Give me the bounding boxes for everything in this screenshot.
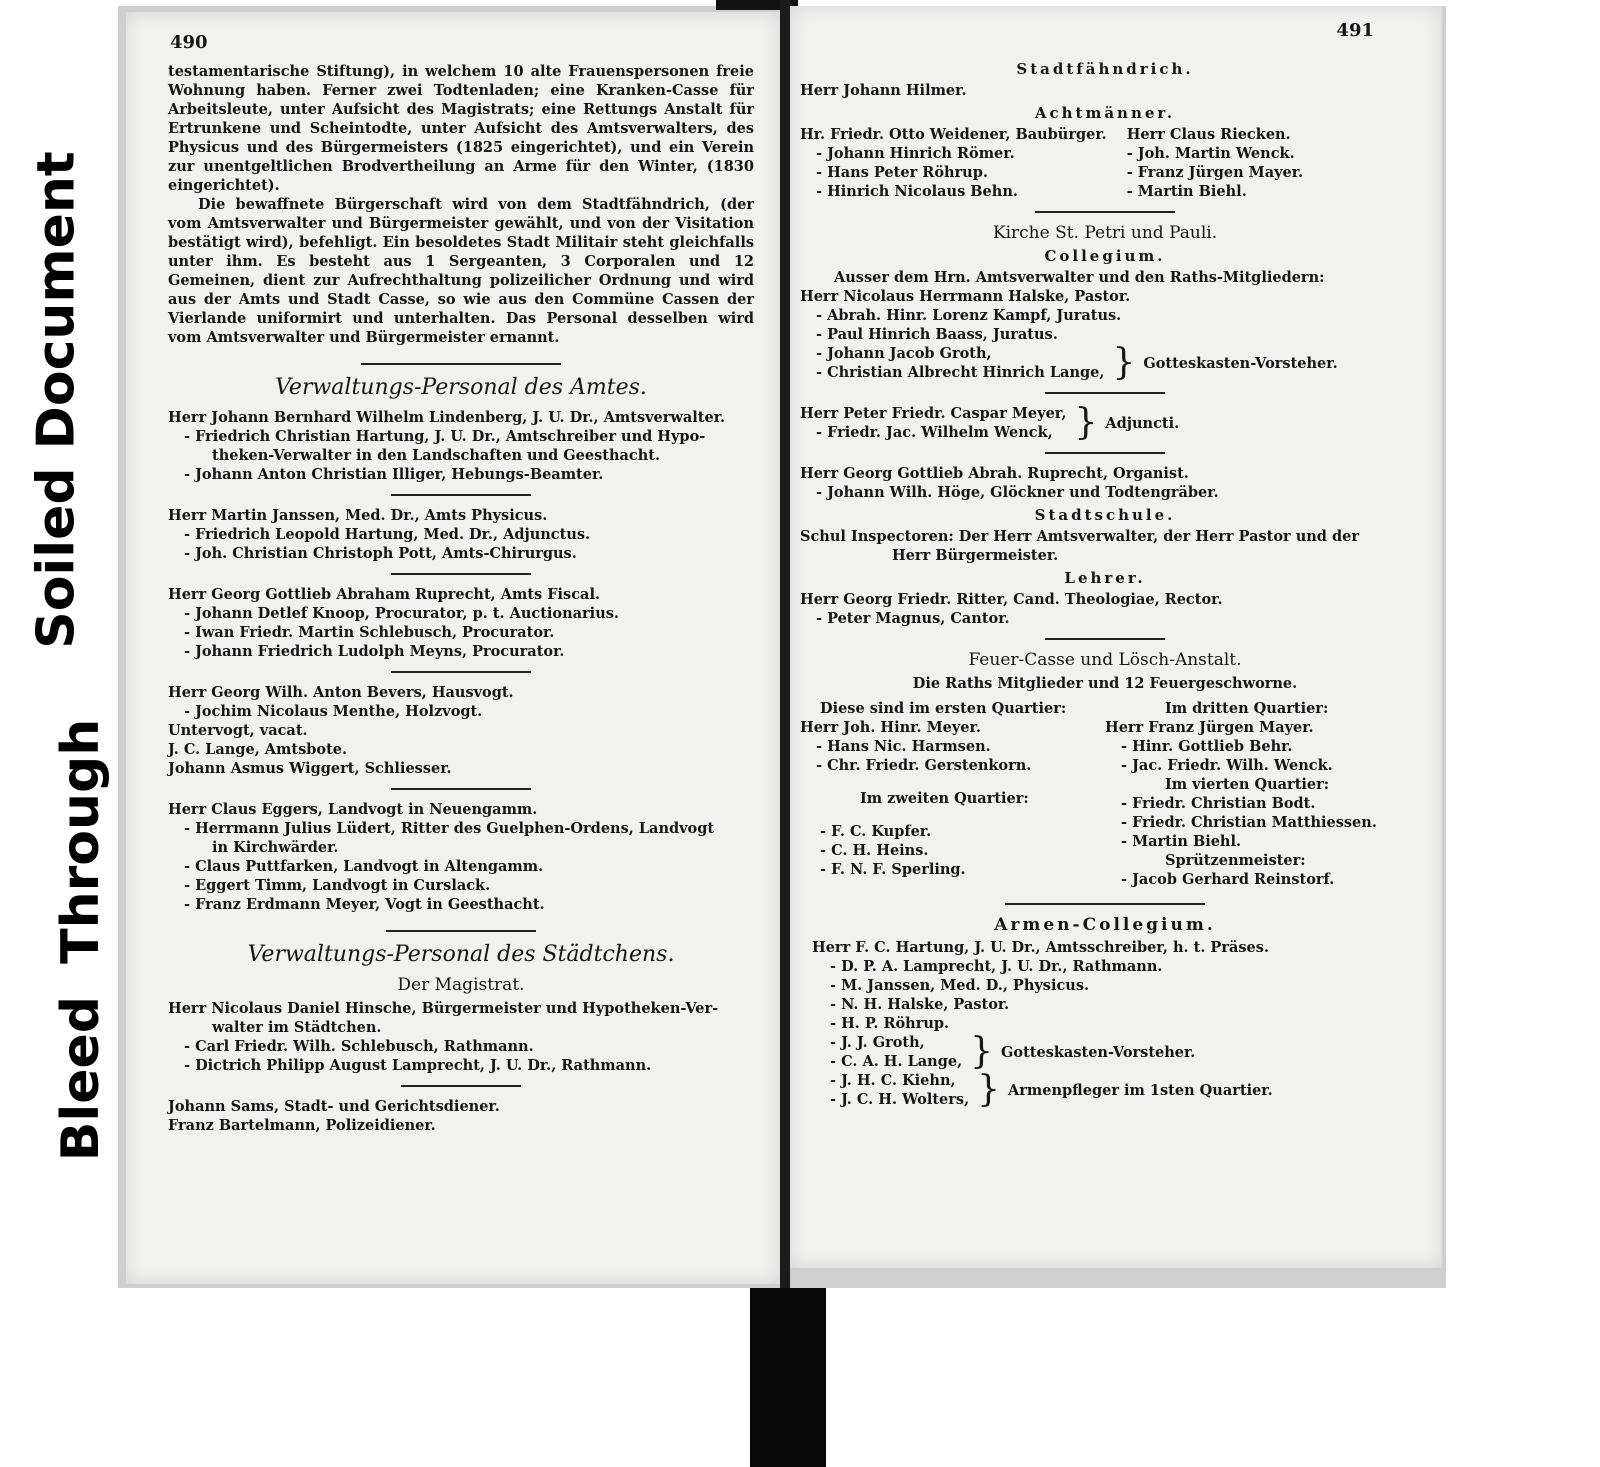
list-item: Herr Georg Friedr. Ritter, Cand. Theologiae, Rector. <box>800 591 1223 608</box>
armen-gotteskasten-group <box>800 1033 1410 1071</box>
list-item: Herr Georg Wilh. Anton Bevers, Hausvogt. <box>168 684 514 701</box>
adjuncti-group <box>800 404 1410 442</box>
gotteskasten-names <box>800 344 1104 382</box>
armen-gotteskasten-names <box>800 1033 962 1071</box>
list-item: - Hinr. Gottlieb Behr. <box>1121 738 1293 755</box>
divider <box>1005 903 1205 905</box>
spacer <box>800 775 1105 789</box>
list-item: - Dictrich Philipp August Lamprecht, J. U. Dr., Rathmann. <box>184 1057 652 1074</box>
list-item: - Johann Wilh. Höge, Glöckner und Todtengräber. <box>816 484 1219 501</box>
divider <box>1045 452 1165 454</box>
heading-stadtfaehndrich: Stadtfähndrich. <box>1016 60 1194 78</box>
intro-paragraph-1: testamentarische Stiftung), in welchem 10 alte Frauenspersonen freie Wohnung haben. Ferner zwei Todtenladen; eine Kranken-Casse für Arbeitsleute, unter Aufsicht des Magistrats; eine Rettungs Anstalt für Ertrunkene und Scheintodte, unter Aufsicht des Amtsverwalters, des Physicus und des Bürgermeisters (1825 eingerichtet), und ein Verein zur unentgeltlichen Brodvertheilung an Arme für den Winter, (1830 eingerichtet). <box>168 63 754 194</box>
list-item: - J. C. H. Wolters, <box>830 1091 970 1108</box>
heading-kirche: Kirche St. Petri und Pauli. <box>992 223 1218 243</box>
right-page-content <box>800 56 1410 1109</box>
armenpfleger-group <box>800 1071 1410 1109</box>
divider <box>361 363 561 365</box>
heading-feuer: Feuer-Casse und Lösch-Anstalt. <box>968 650 1242 670</box>
heading-amt: Verwaltungs-Personal des Amtes. <box>275 375 647 400</box>
list-item: - Paul Hinrich Baass, Juratus. <box>816 326 1058 343</box>
list-item: - Friedrich Christian Hartung, J. U. Dr., Amtschreiber und Hypo- <box>184 428 706 445</box>
divider <box>391 788 531 790</box>
list-item: J. C. Lange, Amtsbote. <box>168 741 348 758</box>
quartiere <box>800 699 1410 889</box>
list-item: - J. H. C. Kiehn, <box>830 1072 956 1089</box>
book-gutter <box>780 0 790 1290</box>
list-item: - Hinrich Nicolaus Behn. <box>816 183 1018 200</box>
achtmaenner-right <box>1107 125 1410 201</box>
list-item: - Johann Friedrich Ludolph Meyns, Procurator. <box>184 643 565 660</box>
divider <box>1045 392 1165 394</box>
list-item: - N. H. Halske, Pastor. <box>830 996 1010 1013</box>
list-item: - Johann Detlef Knoop, Procurator, p. t. Auctionarius. <box>184 605 619 622</box>
list-item: - Jacob Gerhard Reinstorf. <box>1121 871 1335 888</box>
list-item: - Johann Jacob Groth, <box>816 345 992 362</box>
list-item: - Iwan Friedr. Martin Schlebusch, Procurator. <box>184 624 555 641</box>
heading-stadtschule: Stadtschule. <box>1034 506 1176 524</box>
spritzen-heading: Sprützenmeister: <box>1165 852 1306 869</box>
gotteskasten-group <box>800 344 1410 382</box>
amt-group-3 <box>168 585 754 661</box>
divider <box>386 930 536 932</box>
amt-group-2 <box>168 506 754 563</box>
q1-heading: Diese sind im ersten Quartier: <box>820 700 1067 717</box>
list-item: - Johann Anton Christian Illiger, Hebungs-Beamter. <box>184 466 604 483</box>
list-item: - Carl Friedr. Wilh. Schlebusch, Rathmann. <box>184 1038 534 1055</box>
spacer <box>800 808 1105 822</box>
list-item: - Franz Erdmann Meyer, Vogt in Geesthacht. <box>184 896 545 913</box>
list-item: - Hans Nic. Harmsen. <box>816 738 991 755</box>
adjuncti-names <box>800 404 1066 442</box>
soiled-document-text: Soiled Document <box>27 151 88 649</box>
heading-lehrer: Lehrer. <box>1064 569 1146 587</box>
magistrat-list <box>168 999 754 1075</box>
list-item: in Kirchwärder. <box>212 839 339 856</box>
right-page <box>790 6 1442 1268</box>
armenpfleger-label: Armenpfleger im 1sten Quartier. <box>1008 1081 1273 1099</box>
amt-group-1 <box>168 408 754 484</box>
divider <box>391 573 531 575</box>
list-item: - Martin Biehl. <box>1126 183 1247 200</box>
brace-icon: } <box>1074 402 1098 443</box>
list-item: - D. P. A. Lamprecht, J. U. Dr., Rathmann. <box>830 958 1163 975</box>
list-item: theken-Verwalter in den Landschaften und Geesthacht. <box>212 447 661 464</box>
list-item: - C. A. H. Lange, <box>830 1053 963 1070</box>
list-item: Franz Bartelmann, Polizeidiener. <box>168 1117 436 1134</box>
bookmark-ribbon <box>750 1288 826 1467</box>
list-item: - Herrmann Julius Lüdert, Ritter des Guelphen-Ordens, Landvogt <box>184 820 715 837</box>
brace-icon: } <box>970 1031 994 1072</box>
bleed-through-text: Bleed Through <box>51 718 112 1162</box>
list-item: Herr Martin Janssen, Med. Dr., Amts Physicus. <box>168 507 548 524</box>
divider <box>391 494 531 496</box>
list-item: - Hans Peter Röhrup. <box>816 164 988 181</box>
list-item: - Franz Jürgen Mayer. <box>1126 164 1304 181</box>
list-item: Herr Georg Gottlieb Abrah. Ruprecht, Organist. <box>800 465 1189 482</box>
list-item: - Joh. Martin Wenck. <box>1126 145 1295 162</box>
list-item: Johann Asmus Wiggert, Schliesser. <box>168 760 452 777</box>
list-item: Herr Johann Bernhard Wilhelm Lindenberg, J. U. Dr., Amtsverwalter. <box>168 409 726 426</box>
list-item: Herr Franz Jürgen Mayer. <box>1105 719 1314 736</box>
intro-paragraph-2: Die bewaffnete Bürgerschaft wird von dem Stadtfähndrich, (der vom Amtsverwalter und Bürgermeister gewählt, und von der Visitation bestätigt wird), befehligt. Ein besoldetes Stadt Militair steht gleichfalls unter ihm. Es besteht aus 1 Sergeanten, 3 Corporalen und 12 Gemeinen, dient zur Aufrechthaltung polizeilicher Ordnung und wird aus der Amts und Stadt Casse, so wie aus den Commüne Cassen der Vierlande uniformirt und unterhalten. Das Personal desselben wird vom Amtsverwalter und Bürgermeister ernannt. <box>168 196 754 346</box>
armenpfleger-names <box>800 1071 969 1109</box>
list-item: - M. Janssen, Med. D., Physicus. <box>830 977 1090 994</box>
list-item: - Chr. Friedr. Gerstenkorn. <box>816 757 1032 774</box>
list-item: - Jac. Friedr. Wilh. Wenck. <box>1121 757 1333 774</box>
adjuncti-label: Adjuncti. <box>1105 414 1180 432</box>
heading-armen: Armen-Collegium. <box>994 915 1216 935</box>
list-item: - Friedrich Leopold Hartung, Med. Dr., Adjunctus. <box>184 526 591 543</box>
list-item: - Eggert Timm, Landvogt in Curslack. <box>184 877 491 894</box>
bleed-through-label <box>38 720 124 1160</box>
list-item: - H. P. Röhrup. <box>830 1015 950 1032</box>
list-item: - Martin Biehl. <box>1121 833 1242 850</box>
diener-list <box>168 1097 754 1135</box>
q3-heading: Im dritten Quartier: <box>1165 700 1329 717</box>
list-item: Herr Claus Eggers, Landvogt in Neuengamm. <box>168 801 538 818</box>
brace-icon: } <box>977 1069 1001 1110</box>
armen-gotteskasten-label: Gotteskasten-Vorsteher. <box>1001 1043 1196 1061</box>
heading-achtmaenner: Achtmänner. <box>1034 104 1176 122</box>
list-item: - Joh. Christian Christoph Pott, Amts-Chirurgus. <box>184 545 577 562</box>
schul-inspectoren: Schul Inspectoren: Der Herr Amtsverwalter, der Herr Pastor und der <box>800 528 1359 545</box>
q4-heading: Im vierten Quartier: <box>1165 776 1330 793</box>
divider <box>401 1085 521 1087</box>
list-item: Untervogt, vacat. <box>168 722 308 739</box>
gotteskasten-label: Gotteskasten-Vorsteher. <box>1143 354 1338 372</box>
list-item: Herr Georg Gottlieb Abraham Ruprecht, Amts Fiscal. <box>168 586 600 603</box>
achtmaenner-left <box>800 125 1107 201</box>
divider <box>1045 638 1165 640</box>
list-item: - Johann Hinrich Römer. <box>816 145 1015 162</box>
list-item: Johann Sams, Stadt- und Gerichtsdiener. <box>168 1098 500 1115</box>
list-item: - Friedr. Christian Matthiessen. <box>1121 814 1377 831</box>
list-item: Herr Claus Riecken. <box>1126 126 1291 143</box>
list-item: - Claus Puttfarken, Landvogt in Altengamm. <box>184 858 544 875</box>
divider <box>1035 211 1175 213</box>
heading-collegium: Collegium. <box>1044 247 1166 265</box>
page-number-right: 491 <box>1336 20 1374 41</box>
list-item: - Christian Albrecht Hinrich Lange, <box>816 364 1105 381</box>
achtmaenner-list <box>800 125 1410 201</box>
quartiere-left <box>800 699 1105 889</box>
list-item: - J. J. Groth, <box>830 1034 925 1051</box>
list-item: - Abrah. Hinr. Lorenz Kampf, Juratus. <box>816 307 1122 324</box>
q2-heading: Im zweiten Quartier: <box>860 790 1029 807</box>
stadtfaehndrich-name: Herr Johann Hilmer. <box>800 82 967 99</box>
feuer-intro: Die Raths Mitglieder und 12 Feuergeschworne. <box>912 675 1298 692</box>
divider <box>391 671 531 673</box>
list-item: Hr. Friedr. Otto Weidener, Baubürger. <box>800 126 1107 143</box>
collegium-intro: Ausser dem Hrn. Amtsverwalter und den Raths-Mitgliedern: <box>834 269 1325 286</box>
armen-list <box>800 938 1410 1109</box>
left-page <box>126 12 780 1284</box>
list-item: - Friedr. Jac. Wilhelm Wenck, <box>816 424 1053 441</box>
list-item: walter im Städtchen. <box>212 1019 382 1036</box>
list-item: Herr Joh. Hinr. Meyer. <box>800 719 981 736</box>
list-item: - F. C. Kupfer. <box>820 823 932 840</box>
schul-inspectoren-cont: Herr Bürgermeister. <box>892 547 1059 564</box>
list-item: - C. H. Heins. <box>820 842 929 859</box>
heading-magistrat: Der Magistrat. <box>397 975 525 995</box>
amt-group-5 <box>168 800 754 914</box>
list-item: Herr Nicolaus Herrmann Halske, Pastor. <box>800 288 1131 305</box>
list-item: - Friedr. Christian Bodt. <box>1121 795 1316 812</box>
list-item: Herr F. C. Hartung, J. U. Dr., Amtsschreiber, h. t. Präses. <box>812 939 1269 956</box>
page-number-left: 490 <box>170 32 208 53</box>
list-item: Herr Peter Friedr. Caspar Meyer, <box>800 405 1067 422</box>
list-item: - Jochim Nicolaus Menthe, Holzvogt. <box>184 703 483 720</box>
brace-icon: } <box>1112 342 1136 383</box>
list-item: - Peter Magnus, Cantor. <box>816 610 1010 627</box>
left-page-content <box>168 62 754 1135</box>
amt-group-4 <box>168 683 754 778</box>
list-item: Herr Nicolaus Daniel Hinsche, Bürgermeister und Hypotheken-Ver- <box>168 1000 719 1017</box>
list-item: - F. N. F. Sperling. <box>820 861 966 878</box>
quartiere-right <box>1105 699 1410 889</box>
heading-stadt: Verwaltungs-Personal des Städtchens. <box>247 942 675 967</box>
soiled-document-label <box>14 150 100 650</box>
